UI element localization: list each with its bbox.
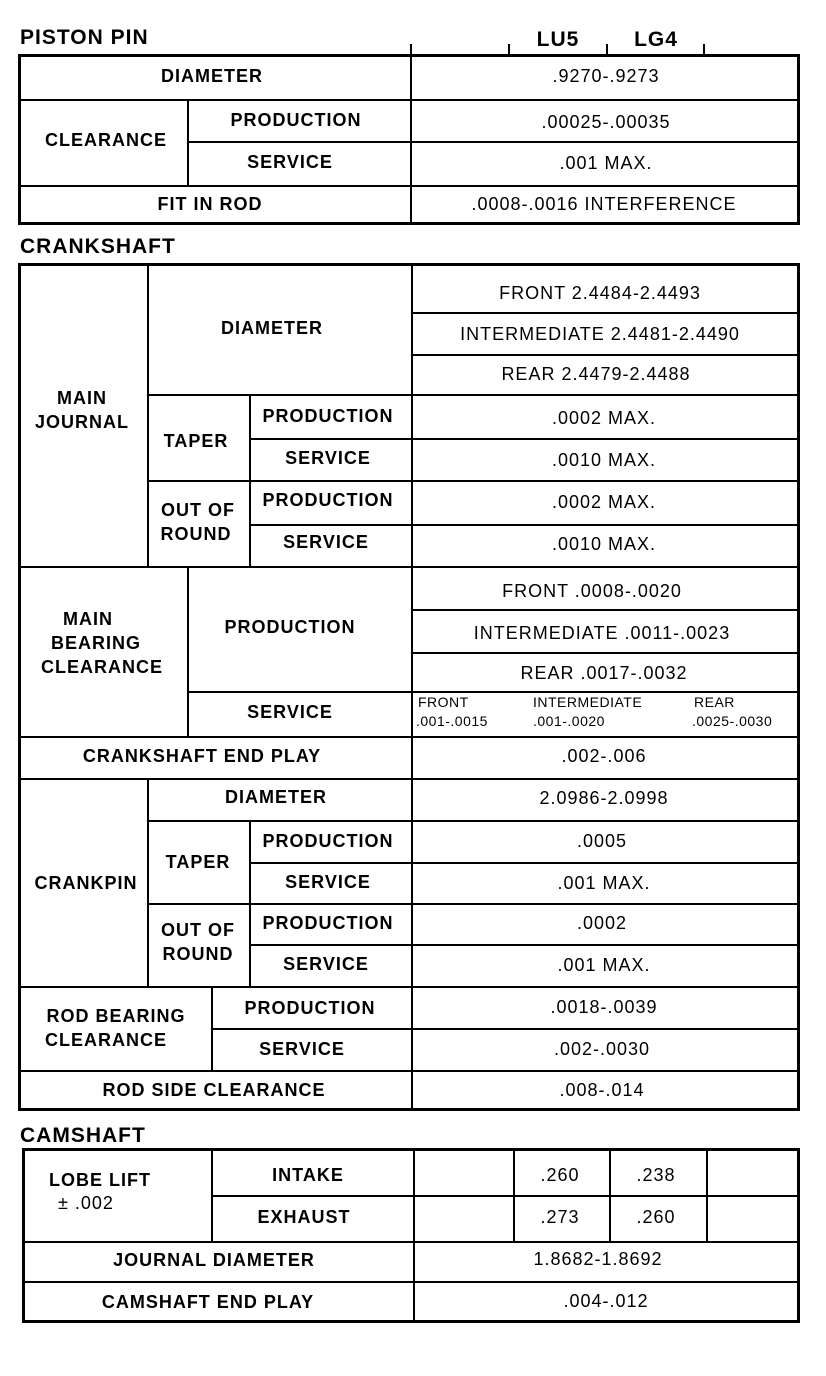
pp-fit-label: FIT IN ROD — [157, 194, 263, 214]
pp-diameter-value: .9270-.9273 — [552, 66, 660, 86]
intake-lu5-value: .260 — [540, 1165, 580, 1185]
mj-diameter-front: FRONT 2.4484-2.4493 — [499, 283, 701, 303]
crankshaft-table — [18, 263, 800, 1111]
pp-production-label: PRODUCTION — [230, 110, 362, 130]
rbc-production-label: PRODUCTION — [244, 998, 376, 1018]
mj-oor-label-2: ROUND — [160, 524, 232, 544]
mj-diameter-label: DIAMETER — [221, 318, 323, 338]
rod-side-label: ROD SIDE CLEARANCE — [102, 1080, 326, 1100]
crankpin-oor-production-value: .0002 — [576, 913, 628, 933]
mj-oor-production-label: PRODUCTION — [262, 490, 394, 510]
piston-pin-title: PISTON PIN — [20, 26, 149, 49]
intake-lg4-value: .238 — [636, 1165, 676, 1185]
mj-oor-label-1: OUT OF — [161, 500, 235, 520]
mj-oor-production-value: .0002 MAX. — [551, 492, 657, 512]
crankpin-oor-service-value: .001 MAX. — [557, 955, 651, 975]
crankpin-oor-label-1: OUT OF — [161, 920, 235, 940]
mbc-service-intermediate-label: INTERMEDIATE — [533, 694, 643, 710]
mj-taper-production-value: .0002 MAX. — [551, 408, 657, 428]
crankpin-diameter-value: 2.0986-2.0998 — [539, 788, 669, 808]
rbc-service-label: SERVICE — [259, 1039, 345, 1059]
journal-diameter-label: JOURNAL DIAMETER — [113, 1250, 315, 1270]
mbc-intermediate: INTERMEDIATE .0011-.0023 — [473, 623, 731, 643]
crankpin-label: CRANKPIN — [34, 873, 138, 893]
mbc-label-3: CLEARANCE — [40, 657, 164, 677]
rod-side-value: .008-.014 — [559, 1080, 645, 1100]
pp-service-label: SERVICE — [247, 152, 333, 172]
mj-oor-service-label: SERVICE — [283, 532, 369, 552]
mj-oor-service-value: .0010 MAX. — [551, 534, 657, 554]
lobe-lift-tolerance: ± .002 — [58, 1193, 114, 1213]
mbc-front: FRONT .0008-.0020 — [502, 581, 682, 601]
crankpin-diameter-label: DIAMETER — [225, 787, 327, 807]
crankpin-taper-production-value: .0005 — [576, 831, 628, 851]
camshaft-end-play-label: CAMSHAFT END PLAY — [101, 1292, 315, 1312]
pp-fit-value: .0008-.0016 INTERFERENCE — [471, 194, 737, 214]
crankpin-oor-production-label: PRODUCTION — [262, 913, 394, 933]
journal-diameter-value: 1.8682-1.8692 — [533, 1249, 663, 1269]
rbc-production-value: .0018-.0039 — [550, 997, 658, 1017]
lobe-lift-label: LOBE LIFT — [49, 1170, 151, 1190]
mbc-service-rear-label: REAR — [694, 694, 735, 710]
mbc-service-front-label: FRONT — [418, 694, 469, 710]
mj-taper-production-label: PRODUCTION — [262, 406, 394, 426]
mj-diameter-rear: REAR 2.4479-2.4488 — [501, 364, 691, 384]
exhaust-lu5-value: .273 — [540, 1207, 580, 1227]
mj-taper-label: TAPER — [163, 431, 229, 451]
pp-diameter-label: DIAMETER — [161, 66, 263, 86]
crankshaft-end-play-label: CRANKSHAFT END PLAY — [82, 746, 322, 766]
mbc-production-label: PRODUCTION — [224, 617, 356, 637]
rbc-service-value: .002-.0030 — [553, 1039, 651, 1059]
engine-lg4-label: LG4 — [634, 28, 678, 51]
camshaft-end-play-value: .004-.012 — [563, 1291, 649, 1311]
main-journal-label-1: MAIN — [57, 388, 107, 408]
mbc-service-front-value: .001-.0015 — [416, 713, 488, 729]
crankpin-oor-service-label: SERVICE — [283, 954, 369, 974]
exhaust-label: EXHAUST — [257, 1207, 351, 1227]
crankpin-taper-label: TAPER — [165, 852, 231, 872]
rbc-label-2: CLEARANCE — [44, 1030, 168, 1050]
mbc-rear: REAR .0017-.0032 — [520, 663, 688, 683]
intake-label: INTAKE — [272, 1165, 344, 1185]
pp-clearance-label: CLEARANCE — [44, 130, 168, 150]
mbc-service-label: SERVICE — [247, 702, 333, 722]
pp-production-value: .00025-.00035 — [541, 112, 671, 132]
crankshaft-title: CRANKSHAFT — [20, 235, 176, 258]
mj-taper-service-value: .0010 MAX. — [551, 450, 657, 470]
crankshaft-end-play-value: .002-.006 — [561, 746, 647, 766]
crankpin-taper-service-value: .001 MAX. — [557, 873, 651, 893]
rbc-label-1: ROD BEARING — [46, 1006, 186, 1026]
engine-lu5-label: LU5 — [536, 28, 580, 51]
mj-taper-service-label: SERVICE — [285, 448, 371, 468]
pp-service-value: .001 MAX. — [559, 153, 653, 173]
mbc-service-intermediate-value: .001-.0020 — [533, 713, 605, 729]
mbc-label-2: BEARING — [50, 633, 142, 653]
camshaft-title: CAMSHAFT — [20, 1124, 146, 1147]
crankpin-taper-service-label: SERVICE — [285, 872, 371, 892]
exhaust-lg4-value: .260 — [636, 1207, 676, 1227]
crankpin-taper-production-label: PRODUCTION — [262, 831, 394, 851]
main-journal-label-2: JOURNAL — [34, 412, 130, 432]
crankpin-oor-label-2: ROUND — [162, 944, 234, 964]
mbc-service-rear-value: .0025-.0030 — [692, 713, 773, 729]
mbc-label-1: MAIN — [63, 609, 113, 629]
mj-diameter-intermediate: INTERMEDIATE 2.4481-2.4490 — [460, 324, 740, 344]
